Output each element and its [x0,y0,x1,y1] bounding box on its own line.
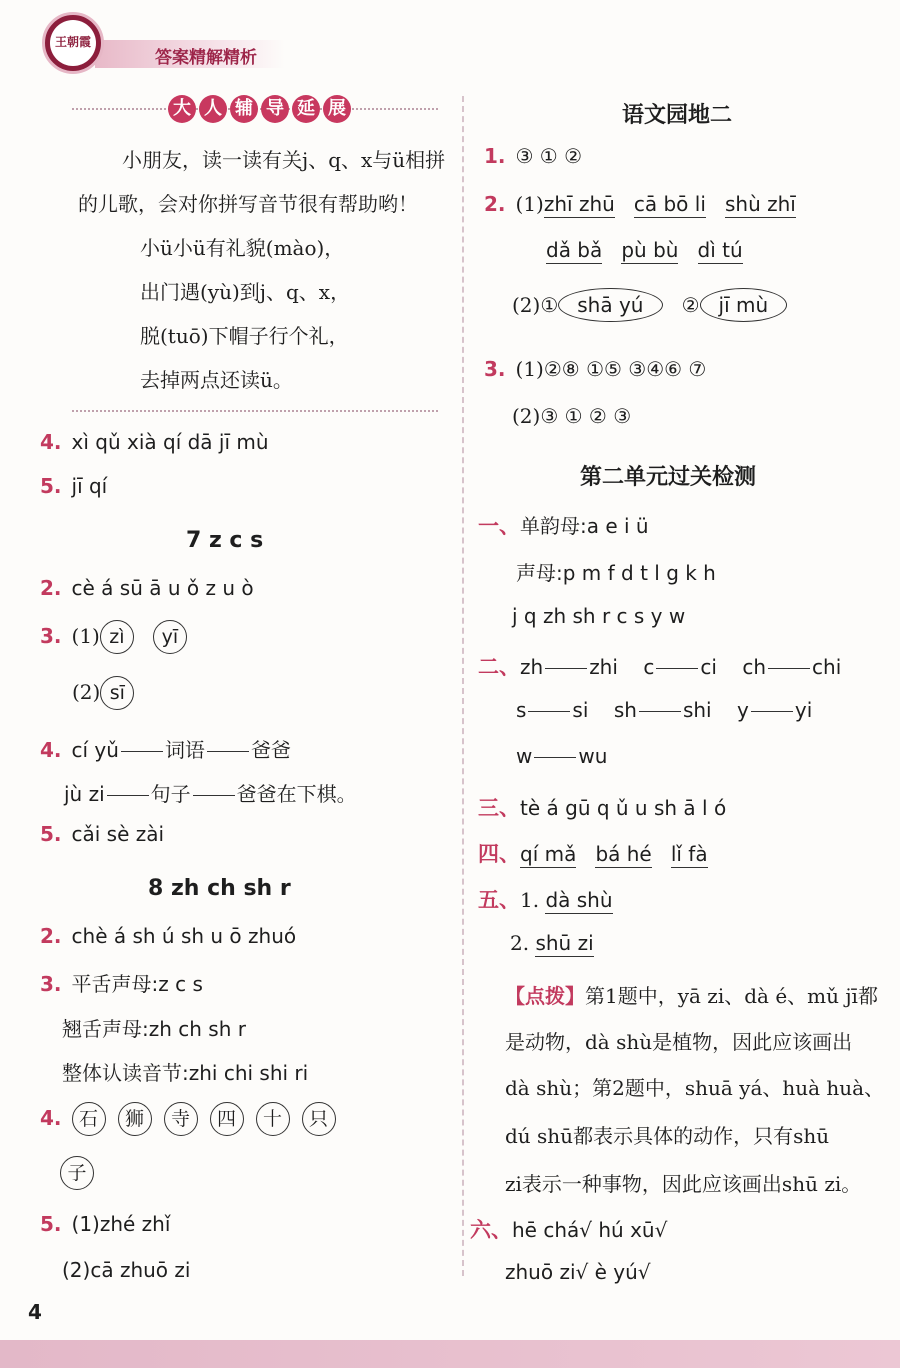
tutor-box-bottom-border [72,410,438,412]
lesson-8-answer-3-line-3: 整体认读音节:zhi chi shi ri [62,1061,309,1085]
answer-text: chè á sh ú sh u ō zhuó [71,924,297,948]
poem-line-2: 出门遇(yù)到j、q、x， [140,280,351,304]
tip-text: 第1题中，yā zi、dà é、mǔ jī都 [585,984,878,1008]
garden-answer-2-line-1 [484,192,796,216]
dash-line [656,668,698,669]
answer-text: hē chá√ hú xū√ [512,1218,668,1242]
initial: c [643,655,655,679]
unit-answer-1-line-3: j q zh sh r c s y w [512,604,686,628]
garden-answer-3-line-1 [484,357,706,381]
answer-text: tè á gū q ǔ u sh ā l ó [520,796,727,820]
tutor-title-char: 延 [292,95,320,123]
circled-char: 狮 [118,1102,152,1136]
lesson-7-answer-3-part-2 [72,676,134,710]
question-number: 4. [40,1106,62,1130]
circled-char: 子 [60,1156,94,1190]
unit-test-title: 第二单元过关检测 [580,465,757,490]
dash-line [545,668,587,669]
circled-char: 只 [302,1102,336,1136]
dash-line [207,751,249,752]
circled-syllable: sī [100,676,134,710]
tip-line-5: zi表示一种事物，因此应该画出shū zi。 [505,1172,862,1196]
hanzi-sentence: 爸爸在下棋。 [236,782,357,806]
unit-answer-2-line-2 [516,698,812,722]
question-number: 5. [40,1212,62,1236]
header-banner-title: 答案精解精析 [155,48,257,68]
question-number: 3. [484,357,506,381]
garden-answer-1 [484,144,582,168]
syllable: si [572,698,589,722]
sub-number: (2) [72,680,101,704]
dash-line [639,711,681,712]
initial: ch [742,655,767,679]
answer-text: cǎi sè zài [71,822,165,846]
circled-char: 四 [210,1102,244,1136]
hanzi-word: 词语 [164,738,205,762]
initial: y [737,698,749,722]
unit-answer-1-line-2: 声母:p m f d t l g k h [516,561,716,585]
dash-line [107,795,149,796]
lesson-8-title: 8 zh ch sh r [148,876,291,901]
answer-text: ③ ① ② [515,144,583,168]
question-number: 三、 [478,796,520,820]
unit-answer-1-line-1 [478,510,649,540]
pinyin-word: cí yǔ [71,738,119,762]
underlined-word: dǎ bǎ [546,238,603,262]
lesson-7-title: 7 z c s [186,528,264,553]
circled-syllable: yī [153,620,187,654]
question-number: 3. [40,624,62,648]
header [0,0,900,80]
syllable: zhi [589,655,618,679]
hanzi-word: 爸爸 [250,738,291,762]
tutor-title-char: 辅 [230,95,258,123]
page-number: 4 [28,1300,42,1324]
sub-number: 2. [510,931,530,955]
tutor-box-title [168,95,351,125]
lesson-8-answer-4-last [60,1156,94,1190]
tip-line-2: 是动物，dà shù是植物，因此应该画出 [505,1030,853,1054]
tip-line-1 [505,980,878,1009]
sub-number: (2)① [512,293,559,317]
dash-line [534,757,576,758]
garden-answer-3-line-2: (2)③ ① ② ③ [512,404,632,428]
answer-text: 单韵母:a e i ü [520,514,649,538]
sub-number: ② [681,293,700,317]
garden-answer-2-line-2 [546,238,743,262]
lesson-8-answer-5-line-1 [40,1212,170,1236]
question-number: 五、 [478,888,520,912]
lesson-8-answer-2 [40,924,296,948]
underlined-word: cā bō li [633,192,706,216]
unit-answer-5-line-2 [510,931,594,955]
underlined-word: zhī zhū [543,192,615,216]
garden-answer-2-line-3 [512,288,787,322]
unit-answer-2-line-1 [478,651,841,681]
underlined-word: shū zi [535,931,594,955]
question-number: 四、 [478,842,520,866]
dash-line [528,711,570,712]
question-number: 一、 [478,514,520,538]
initial: sh [613,698,637,722]
unit-answer-5-line-1 [478,884,613,914]
unit-answer-6-line-2: zhuō zi√ è yú√ [505,1260,651,1284]
circled-word: jī mù [700,288,788,322]
poem-line-4: 去掉两点还读ü。 [140,368,293,392]
tutor-title-char: 大 [168,95,196,123]
question-number: 4. [40,430,62,454]
lesson-8-answer-5-line-2: (2)cā zhuō zi [62,1258,191,1282]
dash-line [121,751,163,752]
tutor-intro-line-1: 小朋友，读一读有关j、q、x与ü相拼 [122,148,446,172]
answer-text: 平舌声母:z c s [71,972,203,996]
circled-char: 寺 [164,1102,198,1136]
dash-line [193,795,235,796]
underlined-word: dì tú [697,238,743,262]
circled-char-row [72,1106,348,1130]
question-number: 二、 [478,655,520,679]
sub-number: (1) [515,192,544,216]
question-number: 六、 [470,1218,512,1242]
garden-title: 语文园地二 [622,103,733,128]
lesson-7-answer-3 [40,620,187,654]
answer-text: (1)②⑧ ①⑤ ③④⑥ ⑦ [515,357,707,381]
circled-word: shā yú [558,288,662,322]
underlined-word: shù zhī [724,192,796,216]
underlined-word: qí mǎ [520,842,577,866]
pinyin-word: jù zi [64,782,105,806]
initial: zh [520,655,544,679]
syllable: chi [812,655,842,679]
lesson-7-answer-2 [40,576,254,600]
circled-syllable: zì [100,620,134,654]
answer-text: jī qí [71,474,108,498]
tutor-title-char: 人 [199,95,227,123]
unit-answer-3 [478,792,726,822]
unit-answer-4 [478,838,708,868]
unit-answer-2-line-3 [516,744,607,768]
circled-char: 十 [256,1102,290,1136]
poem-line-3: 脱(tuō)下帽子行个礼， [140,324,349,348]
lesson-7-answer-5 [40,822,164,846]
footer-band [0,1340,900,1368]
hanzi-word: 句子 [150,782,191,806]
underlined-word: dà shù [545,888,613,912]
lesson-7-answer-4-line-1 [40,734,291,763]
tip-label: 【点拨】 [505,984,585,1008]
lesson-8-answer-3-line-1 [40,968,203,997]
answer-text: xì qǔ xià qí dā jī mù [71,430,269,454]
answer-text: cè á sū ā u ǒ z u ò [71,576,254,600]
circled-char: 石 [72,1102,106,1136]
syllable: ci [700,655,717,679]
answer-4-top [40,430,269,454]
lesson-8-answer-3-line-2: 翘舌声母:zh ch sh r [62,1017,246,1041]
underlined-word: bá hé [595,842,652,866]
lesson-7-answer-4-line-2 [64,778,357,807]
answer-5-top [40,474,107,498]
syllable: wu [578,744,608,768]
tutor-title-char: 导 [261,95,289,123]
tip-line-3: dà shù；第2题中，shuā yá、huà huà、 [505,1076,885,1100]
tutor-title-char: 展 [323,95,351,123]
question-number: 1. [484,144,506,168]
poem-line-1: 小ü小ü有礼貌(mào)， [140,236,345,260]
sub-number: (1) [71,624,100,648]
underlined-word: pù bù [621,238,679,262]
dash-line [768,668,810,669]
question-number: 3. [40,972,62,996]
dash-line [751,711,793,712]
tip-line-4: dú shū都表示具体的动作，只有shū [505,1124,830,1148]
question-number: 2. [40,924,62,948]
lesson-8-answer-4 [40,1102,348,1136]
question-number: 4. [40,738,62,762]
underlined-word: lǐ fà [670,842,708,866]
initial: w [516,744,533,768]
tutor-intro-line-2: 的儿歌，会对你拼写音节很有帮助哟！ [78,192,418,216]
unit-answer-6-line-1 [470,1214,667,1244]
question-number: 5. [40,474,62,498]
sub-number: 1. [520,888,540,912]
initial: s [516,698,527,722]
syllable: shi [682,698,712,722]
question-number: 5. [40,822,62,846]
syllable: yi [794,698,813,722]
question-number: 2. [484,192,506,216]
column-divider [462,96,464,1276]
answer-text: (1)zhé zhǐ [71,1212,171,1236]
question-number: 2. [40,576,62,600]
logo-text: 王朝霞 [54,35,91,49]
